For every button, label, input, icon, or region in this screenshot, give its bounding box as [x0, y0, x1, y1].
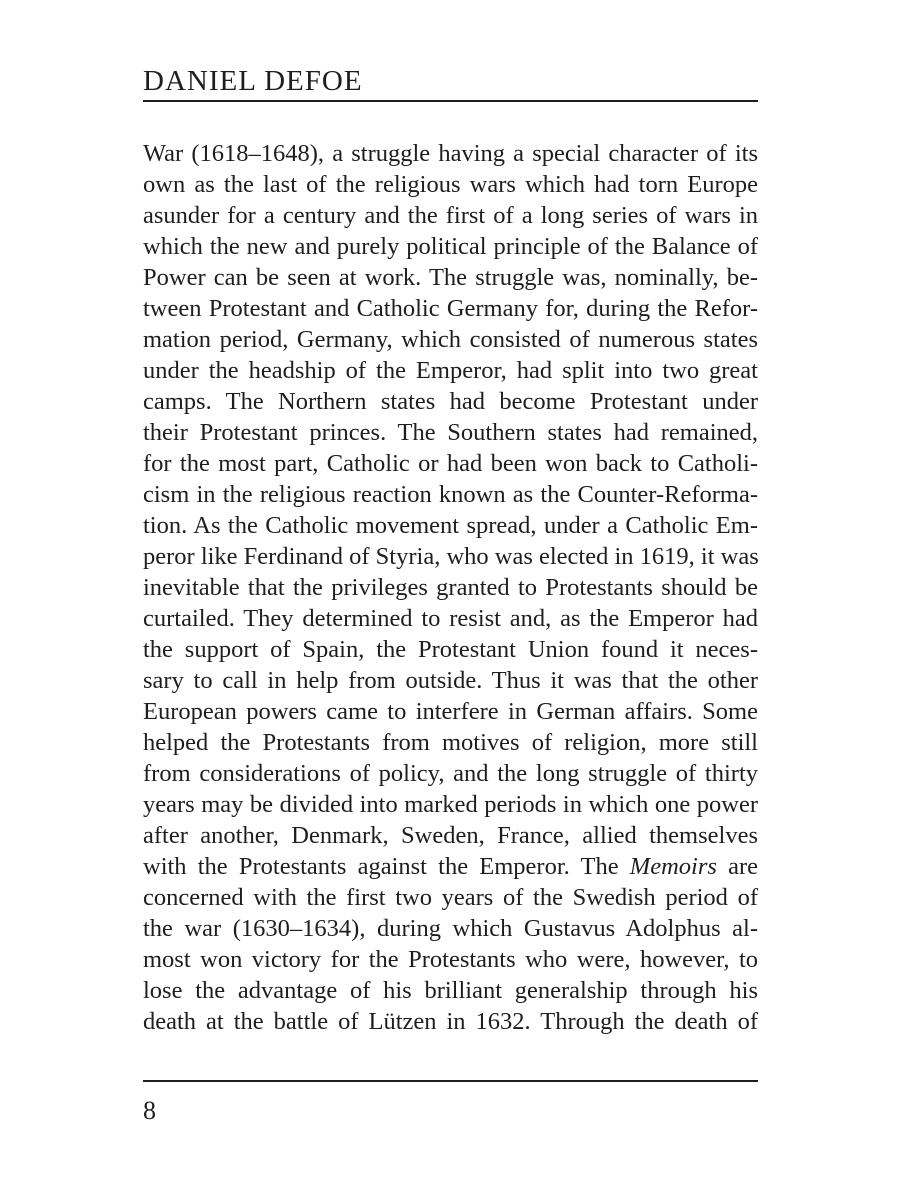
- text-line: lose the advantage of his brilliant generalship through his: [143, 977, 758, 1004]
- text-line: for the most part, Catholic or had been won back to Catholi-: [143, 450, 758, 477]
- text-line: camps. The Northern states had become Protestant under: [143, 388, 758, 415]
- body-text: [143, 138, 758, 1037]
- text-line: curtailed. They determined to resist and, as the Emperor had: [143, 605, 758, 632]
- text-line: asunder for a century and the first of a long series of wars in: [143, 202, 758, 229]
- header-rule: [143, 100, 758, 102]
- text-line: War (1618–1648), a struggle having a special character of its: [143, 140, 758, 167]
- text-line: helped the Protestants from motives of religion, more still: [143, 729, 758, 756]
- text-line: their Protestant princes. The Southern states had remained,: [143, 419, 758, 446]
- text-line: inevitable that the privileges granted to Protestants should be: [143, 574, 758, 601]
- page-number: 8: [143, 1096, 156, 1125]
- text-line: the war (1630–1634), during which Gustavus Adolphus al-: [143, 915, 758, 942]
- text-line-memoirs: [143, 851, 758, 882]
- text-line: concerned with the first two years of the Swedish period of: [143, 884, 758, 911]
- text-line: death at the battle of Lützen in 1632. Through the death of: [143, 1008, 758, 1035]
- text-line: cism in the religious reaction known as the Counter-Reforma-: [143, 481, 758, 508]
- text-line: under the headship of the Emperor, had split into two great: [143, 357, 758, 384]
- text-line: own as the last of the religious wars which had torn Europe: [143, 171, 758, 198]
- text-line: tween Protestant and Catholic Germany for, during the Refor-: [143, 295, 758, 322]
- footer-rule: [143, 1080, 758, 1082]
- text-line: tion. As the Catholic movement spread, under a Catholic Em-: [143, 512, 758, 539]
- text-line: which the new and purely political principle of the Balance of: [143, 233, 758, 260]
- running-head: DANIEL DEFOE: [143, 65, 363, 97]
- text-line: sary to call in help from outside. Thus it was that the other: [143, 667, 758, 694]
- text-line: after another, Denmark, Sweden, France, allied themselves: [143, 822, 758, 849]
- text-line: years may be divided into marked periods in which one power: [143, 791, 758, 818]
- text-line: mation period, Germany, which consisted of numerous states: [143, 326, 758, 353]
- text-line: European powers came to interfere in German affairs. Some: [143, 698, 758, 725]
- text-line: peror like Ferdinand of Styria, who was elected in 1619, it was: [143, 543, 759, 570]
- book-title-memoirs: Memoirs: [629, 853, 717, 880]
- text-line: most won victory for the Protestants who were, however, to: [143, 946, 758, 973]
- text-line: Power can be seen at work. The struggle was, nominally, be-: [143, 264, 758, 291]
- text-segment: are: [728, 853, 758, 880]
- text-line: from considerations of policy, and the long struggle of thirty: [143, 760, 758, 787]
- text-line: the support of Spain, the Protestant Union found it neces-: [143, 636, 758, 663]
- text-segment: with the Protestants against the Emperor. The: [143, 853, 619, 880]
